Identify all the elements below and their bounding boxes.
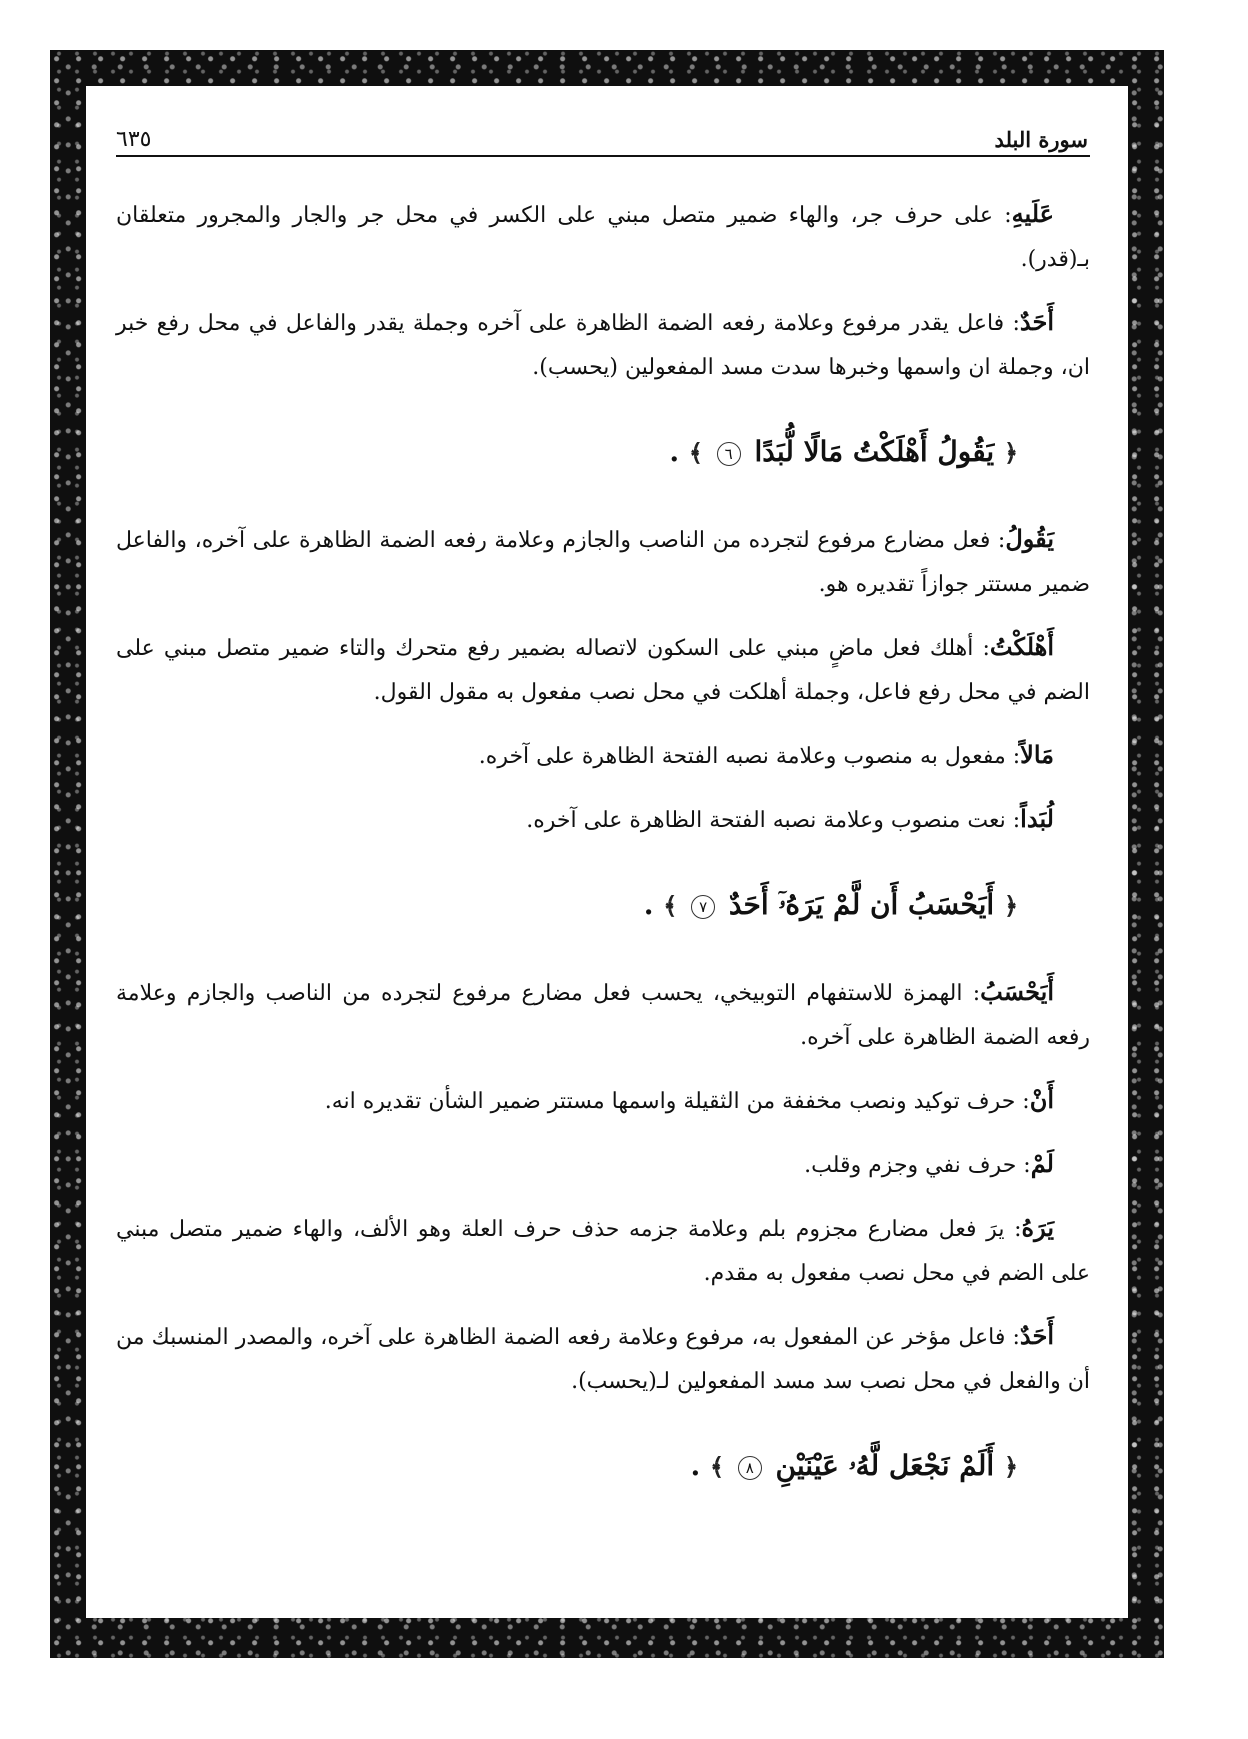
verse-end-dot: . (669, 435, 680, 468)
quran-verse (116, 1444, 1090, 1489)
verse-open-bracket: ﴿ (1003, 891, 1018, 920)
quran-verse (116, 430, 1090, 475)
entry-term: أَهْلَكْتُ (989, 632, 1054, 661)
entry-text: : فعل مضارع مرفوع لتجرده من الناصب والجازم وعلامة رفعه الضمة الظاهرة على آخره، والفاعل ضمير مستتر جوازاً تقديره هو. (116, 528, 1090, 597)
entry-term: أَحَدٌ (1019, 1321, 1054, 1350)
grammar-entry (116, 1142, 1090, 1188)
grammar-entry (116, 1206, 1090, 1296)
grammar-entry (116, 300, 1090, 390)
entry-term: لَمْ (1030, 1149, 1054, 1178)
verse-text: يَقُولُ أَهْلَكْتُ مَالًا لُّبَدًا (754, 435, 995, 468)
entry-term: يَرَهُ (1021, 1213, 1054, 1242)
verse-end-dot: . (690, 1449, 701, 1482)
verse-number: ٦ (717, 442, 741, 466)
entry-text: : حرف نفي وجزم وقلب. (804, 1153, 1031, 1178)
entry-text: : على حرف جر، والهاء ضمير متصل مبني على الكسر في محل جر والجار والمجرور متعلقان بـ(قدر). (116, 203, 1090, 272)
entry-text: : فاعل مؤخر عن المفعول به، مرفوع وعلامة رفعه الضمة الظاهرة على آخره، والمصدر المنسبك من أن والفعل في محل نصب سد مسد المفعولين لـ(يحسب). (116, 1325, 1090, 1394)
grammar-entry (116, 1078, 1090, 1124)
grammar-entry (116, 625, 1090, 715)
entry-text: : نعت منصوب وعلامة نصبه الفتحة الظاهرة على آخره. (526, 808, 1021, 833)
entry-term: أَحَدٌ (1019, 307, 1054, 336)
grammar-entry (116, 192, 1090, 282)
verse-number: ٨ (738, 1456, 762, 1480)
verse-number: ٧ (691, 895, 715, 919)
verse-open-bracket: ﴿ (1003, 438, 1018, 467)
grammar-entry (116, 517, 1090, 607)
verse-close-bracket: ﴾ (709, 1452, 724, 1481)
verse-text: أَيَحْسَبُ أَن لَّمْ يَرَهُۥٓ أَحَدٌ (728, 888, 995, 921)
entry-term: أَيَحْسَبُ (980, 977, 1054, 1006)
entry-text: : مفعول به منصوب وعلامة نصبه الفتحة الظاهرة على آخره. (478, 744, 1021, 769)
grammar-entry (116, 1314, 1090, 1404)
page-content (116, 192, 1090, 1531)
entry-text: : فاعل يقدر مرفوع وعلامة رفعه الضمة الظاهرة على آخره وجملة يقدر والفاعل في محل رفع خبر ان، وجملة ان واسمها وخبرها سدت مسد المفعولين (يحسب). (116, 311, 1090, 380)
verse-close-bracket: ﴾ (663, 891, 678, 920)
entry-text: : حرف توكيد ونصب مخففة من الثقيلة واسمها مستتر ضمير الشأن تقديره انه. (324, 1089, 1030, 1114)
entry-term: لُبَداً (1020, 804, 1054, 833)
surah-title: سورة البلد (994, 127, 1088, 152)
verse-close-bracket: ﴾ (688, 438, 703, 467)
grammar-entry (116, 797, 1090, 843)
entry-term: يَقُولُ (1005, 524, 1054, 553)
entry-term: عَلَيهِ (1011, 199, 1054, 228)
verse-open-bracket: ﴿ (1003, 1452, 1018, 1481)
grammar-entry (116, 970, 1090, 1060)
header-divider (116, 155, 1090, 157)
verse-text: أَلَمْ نَجْعَل لَّهُۥ عَيْنَيْنِ (775, 1449, 995, 1482)
entry-term: أَنْ (1029, 1085, 1054, 1114)
entry-text: : أهلك فعل ماضٍ مبني على السكون لاتصاله بضمير رفع متحرك والتاء ضمير متصل مبني على الضم في محل رفع فاعل، وجملة أهلكت في محل نصب مفعول به مقول القول. (116, 636, 1090, 705)
verse-end-dot: . (643, 888, 654, 921)
quran-verse (116, 883, 1090, 928)
page-header (116, 112, 1088, 152)
entry-text: : الهمزة للاستفهام التوبيخي، يحسب فعل مضارع مرفوع لتجرده من الناصب والجازم وعلامة رفعه الضمة الظاهرة على آخره. (116, 981, 1090, 1050)
grammar-entry (116, 733, 1090, 779)
page-number: ٦٣٥ (116, 127, 152, 152)
entry-text: : يرَ فعل مضارع مجزوم بلم وعلامة جزمه حذف حرف العلة وهو الألف، والهاء ضمير متصل مبني على الضم في محل نصب مفعول به مقدم. (116, 1217, 1090, 1286)
entry-term: مَالاً (1020, 740, 1054, 769)
